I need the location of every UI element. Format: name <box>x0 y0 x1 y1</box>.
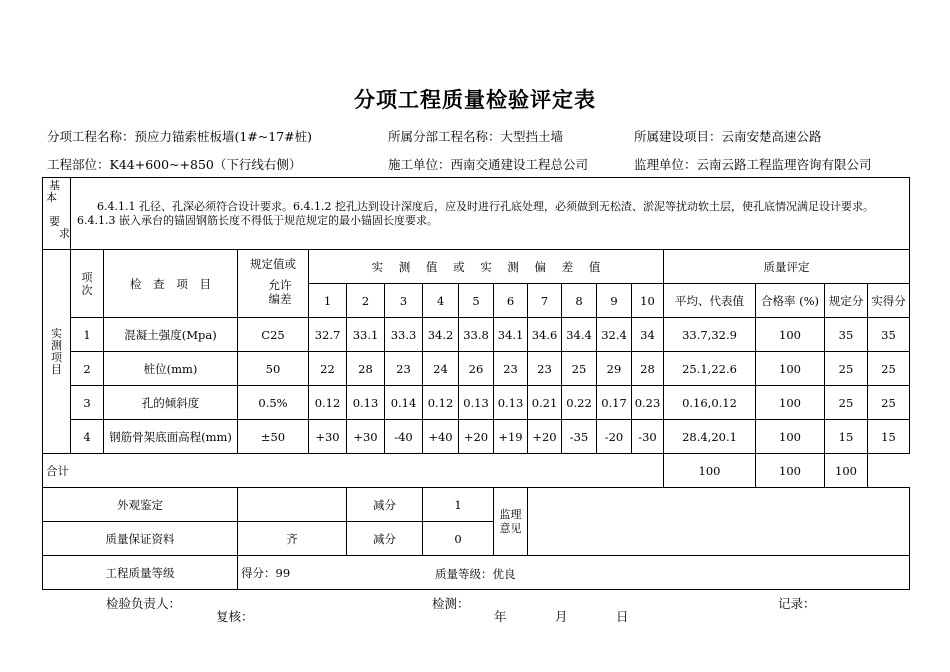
cell-value: 0.23 <box>632 386 664 420</box>
total-row <box>43 454 910 488</box>
grade-values <box>238 556 910 590</box>
cell-value: -35 <box>562 420 597 454</box>
cell-value: 34.1 <box>494 318 528 352</box>
row-avg: 0.16,0.12 <box>664 386 756 420</box>
col-header: 1 <box>309 284 347 318</box>
grade-label: 工程质量等级 <box>43 556 238 590</box>
row-spec: ±50 <box>238 420 309 454</box>
row-spec: 50 <box>238 352 309 386</box>
cell-value: 0.13 <box>494 386 528 420</box>
cell-value: 0.17 <box>597 386 632 420</box>
row-spec-score: 15 <box>825 420 868 454</box>
total-spec-score: 100 <box>756 454 825 488</box>
col-header: 7 <box>528 284 562 318</box>
header-actual-score: 实得分 <box>868 284 910 318</box>
row-no: 3 <box>71 386 104 420</box>
row-rate: 100 <box>756 420 825 454</box>
col-header: 9 <box>597 284 632 318</box>
cell-value: 28 <box>347 352 385 386</box>
cell-value: 24 <box>423 352 459 386</box>
cell-value: 25 <box>562 352 597 386</box>
cell-value: 33.1 <box>347 318 385 352</box>
docs-deduct: 0 <box>423 522 494 556</box>
col-header: 5 <box>459 284 494 318</box>
col-header: 4 <box>423 284 459 318</box>
date-day: 日 <box>616 609 629 624</box>
appearance-blank <box>238 488 347 522</box>
cell-value: +20 <box>528 420 562 454</box>
col-header: 3 <box>385 284 423 318</box>
page-title: 分项工程质量检验评定表 <box>354 88 596 112</box>
row-no: 1 <box>71 318 104 352</box>
grade-level: 质量等级：优良 <box>435 567 516 581</box>
row-avg: 25.1,22.6 <box>664 352 756 386</box>
row-spec: 0.5% <box>238 386 309 420</box>
cell-value: 28 <box>632 352 664 386</box>
table-row <box>43 318 910 352</box>
date-year: 年 <box>494 609 507 624</box>
cell-value: 33.8 <box>459 318 494 352</box>
header-pass-rate: 合格率 (%) <box>756 284 825 318</box>
cell-value: +40 <box>423 420 459 454</box>
cell-value: 29 <box>597 352 632 386</box>
grade-score: 得分：99 <box>241 565 291 580</box>
supervision-opinion <box>528 488 910 556</box>
supervision-label: 监理意见 <box>494 488 528 556</box>
row-score: 25 <box>868 386 910 420</box>
row-spec-score: 25 <box>825 352 868 386</box>
appearance-deduct: 1 <box>423 488 494 522</box>
inspection-table <box>42 177 910 590</box>
header-measured: 实 测 值 或 实 测 偏 差 值 <box>309 250 664 284</box>
cell-value: -40 <box>385 420 423 454</box>
cell-value: 0.13 <box>459 386 494 420</box>
row-item: 钢筋骨架底面高程(mm) <box>104 420 238 454</box>
work-location: 工程部位：K44+600~+850（下行线右侧） <box>47 157 302 172</box>
cell-value: 23 <box>385 352 423 386</box>
division-name: 所属分部工程名称：大型挡土墙 <box>388 129 564 144</box>
docs-deduct-label: 减分 <box>347 522 423 556</box>
docs-value: 齐 <box>238 522 347 556</box>
requirements-text: 6.4.1.1 孔径、孔深必须符合设计要求。6.4.1.2 挖孔达到设计深度后，应及时进行孔底处理，必须做到无松渣、淤泥等扰动软土层，使孔底情况满足设计要求。6.4.1.3 嵌入承台的锚固钢筋长度不得低于规范规定的最小锚固长度要求。 <box>71 178 910 250</box>
cell-value: 23 <box>494 352 528 386</box>
cell-value: 34.4 <box>562 318 597 352</box>
cell-value: 32.4 <box>597 318 632 352</box>
col-header: 6 <box>494 284 528 318</box>
date-month: 月 <box>555 609 568 624</box>
header-spec: 规定值或 允许编差 <box>238 250 309 318</box>
inspector-label: 检验负责人： <box>106 596 182 611</box>
cell-value: 33.3 <box>385 318 423 352</box>
row-rate: 100 <box>756 386 825 420</box>
total-label: 合计 <box>43 454 664 488</box>
cell-value: 34.2 <box>423 318 459 352</box>
row-item: 桩位(mm) <box>104 352 238 386</box>
header-item: 检 查 项 目 <box>104 250 238 318</box>
cell-value: +30 <box>309 420 347 454</box>
cell-value: 0.21 <box>528 386 562 420</box>
row-spec-score: 35 <box>825 318 868 352</box>
cell-value: 22 <box>309 352 347 386</box>
cell-value: 0.14 <box>385 386 423 420</box>
cell-value: -30 <box>632 420 664 454</box>
row-avg: 33.7,32.9 <box>664 318 756 352</box>
row-no: 4 <box>71 420 104 454</box>
cell-value: 23 <box>528 352 562 386</box>
project-name: 所属建设项目：云南安楚高速公路 <box>634 129 822 144</box>
row-no: 2 <box>71 352 104 386</box>
docs-label: 质量保证资料 <box>43 522 238 556</box>
requirements-label: 基 本 要 求 <box>43 178 71 250</box>
appearance-deduct-label: 减分 <box>347 488 423 522</box>
cell-value: 0.12 <box>423 386 459 420</box>
subitem-name: 分项工程名称：预应力锚索桩板墙(1#~17#桩) <box>47 129 313 144</box>
checker-label: 检测： <box>432 596 470 611</box>
header-spec-score: 规定分 <box>825 284 868 318</box>
reviewer-label: 复核： <box>216 609 254 624</box>
total-rate: 100 <box>664 454 756 488</box>
cell-value: 0.13 <box>347 386 385 420</box>
cell-value: +20 <box>459 420 494 454</box>
header-avg: 平均、代表值 <box>664 284 756 318</box>
section-label: 实测项目 <box>43 250 71 454</box>
row-item: 混凝土强度(Mpa) <box>104 318 238 352</box>
col-header: 8 <box>562 284 597 318</box>
row-spec: C25 <box>238 318 309 352</box>
row-rate: 100 <box>756 352 825 386</box>
cell-value: +30 <box>347 420 385 454</box>
cell-value: 0.12 <box>309 386 347 420</box>
row-score: 15 <box>868 420 910 454</box>
total-score: 100 <box>825 454 868 488</box>
table-row <box>43 386 910 420</box>
col-header: 10 <box>632 284 664 318</box>
col-header: 2 <box>347 284 385 318</box>
cell-value: 34 <box>632 318 664 352</box>
recorder-label: 记录： <box>778 596 816 611</box>
table-row <box>43 352 910 386</box>
cell-value: -20 <box>597 420 632 454</box>
header-no: 项次 <box>71 250 104 318</box>
row-spec-score: 25 <box>825 386 868 420</box>
supervisor: 监理单位：云南云路工程监理咨询有限公司 <box>634 157 872 172</box>
cell-value: 26 <box>459 352 494 386</box>
cell-value: 34.6 <box>528 318 562 352</box>
header-quality: 质量评定 <box>664 250 910 284</box>
row-score: 35 <box>868 318 910 352</box>
cell-value: 32.7 <box>309 318 347 352</box>
appearance-label: 外观鉴定 <box>43 488 238 522</box>
row-avg: 28.4,20.1 <box>664 420 756 454</box>
table-row <box>43 420 910 454</box>
contractor: 施工单位：西南交通建设工程总公司 <box>388 157 589 172</box>
row-item: 孔的倾斜度 <box>104 386 238 420</box>
cell-value: +19 <box>494 420 528 454</box>
row-score: 25 <box>868 352 910 386</box>
cell-value: 0.22 <box>562 386 597 420</box>
row-rate: 100 <box>756 318 825 352</box>
